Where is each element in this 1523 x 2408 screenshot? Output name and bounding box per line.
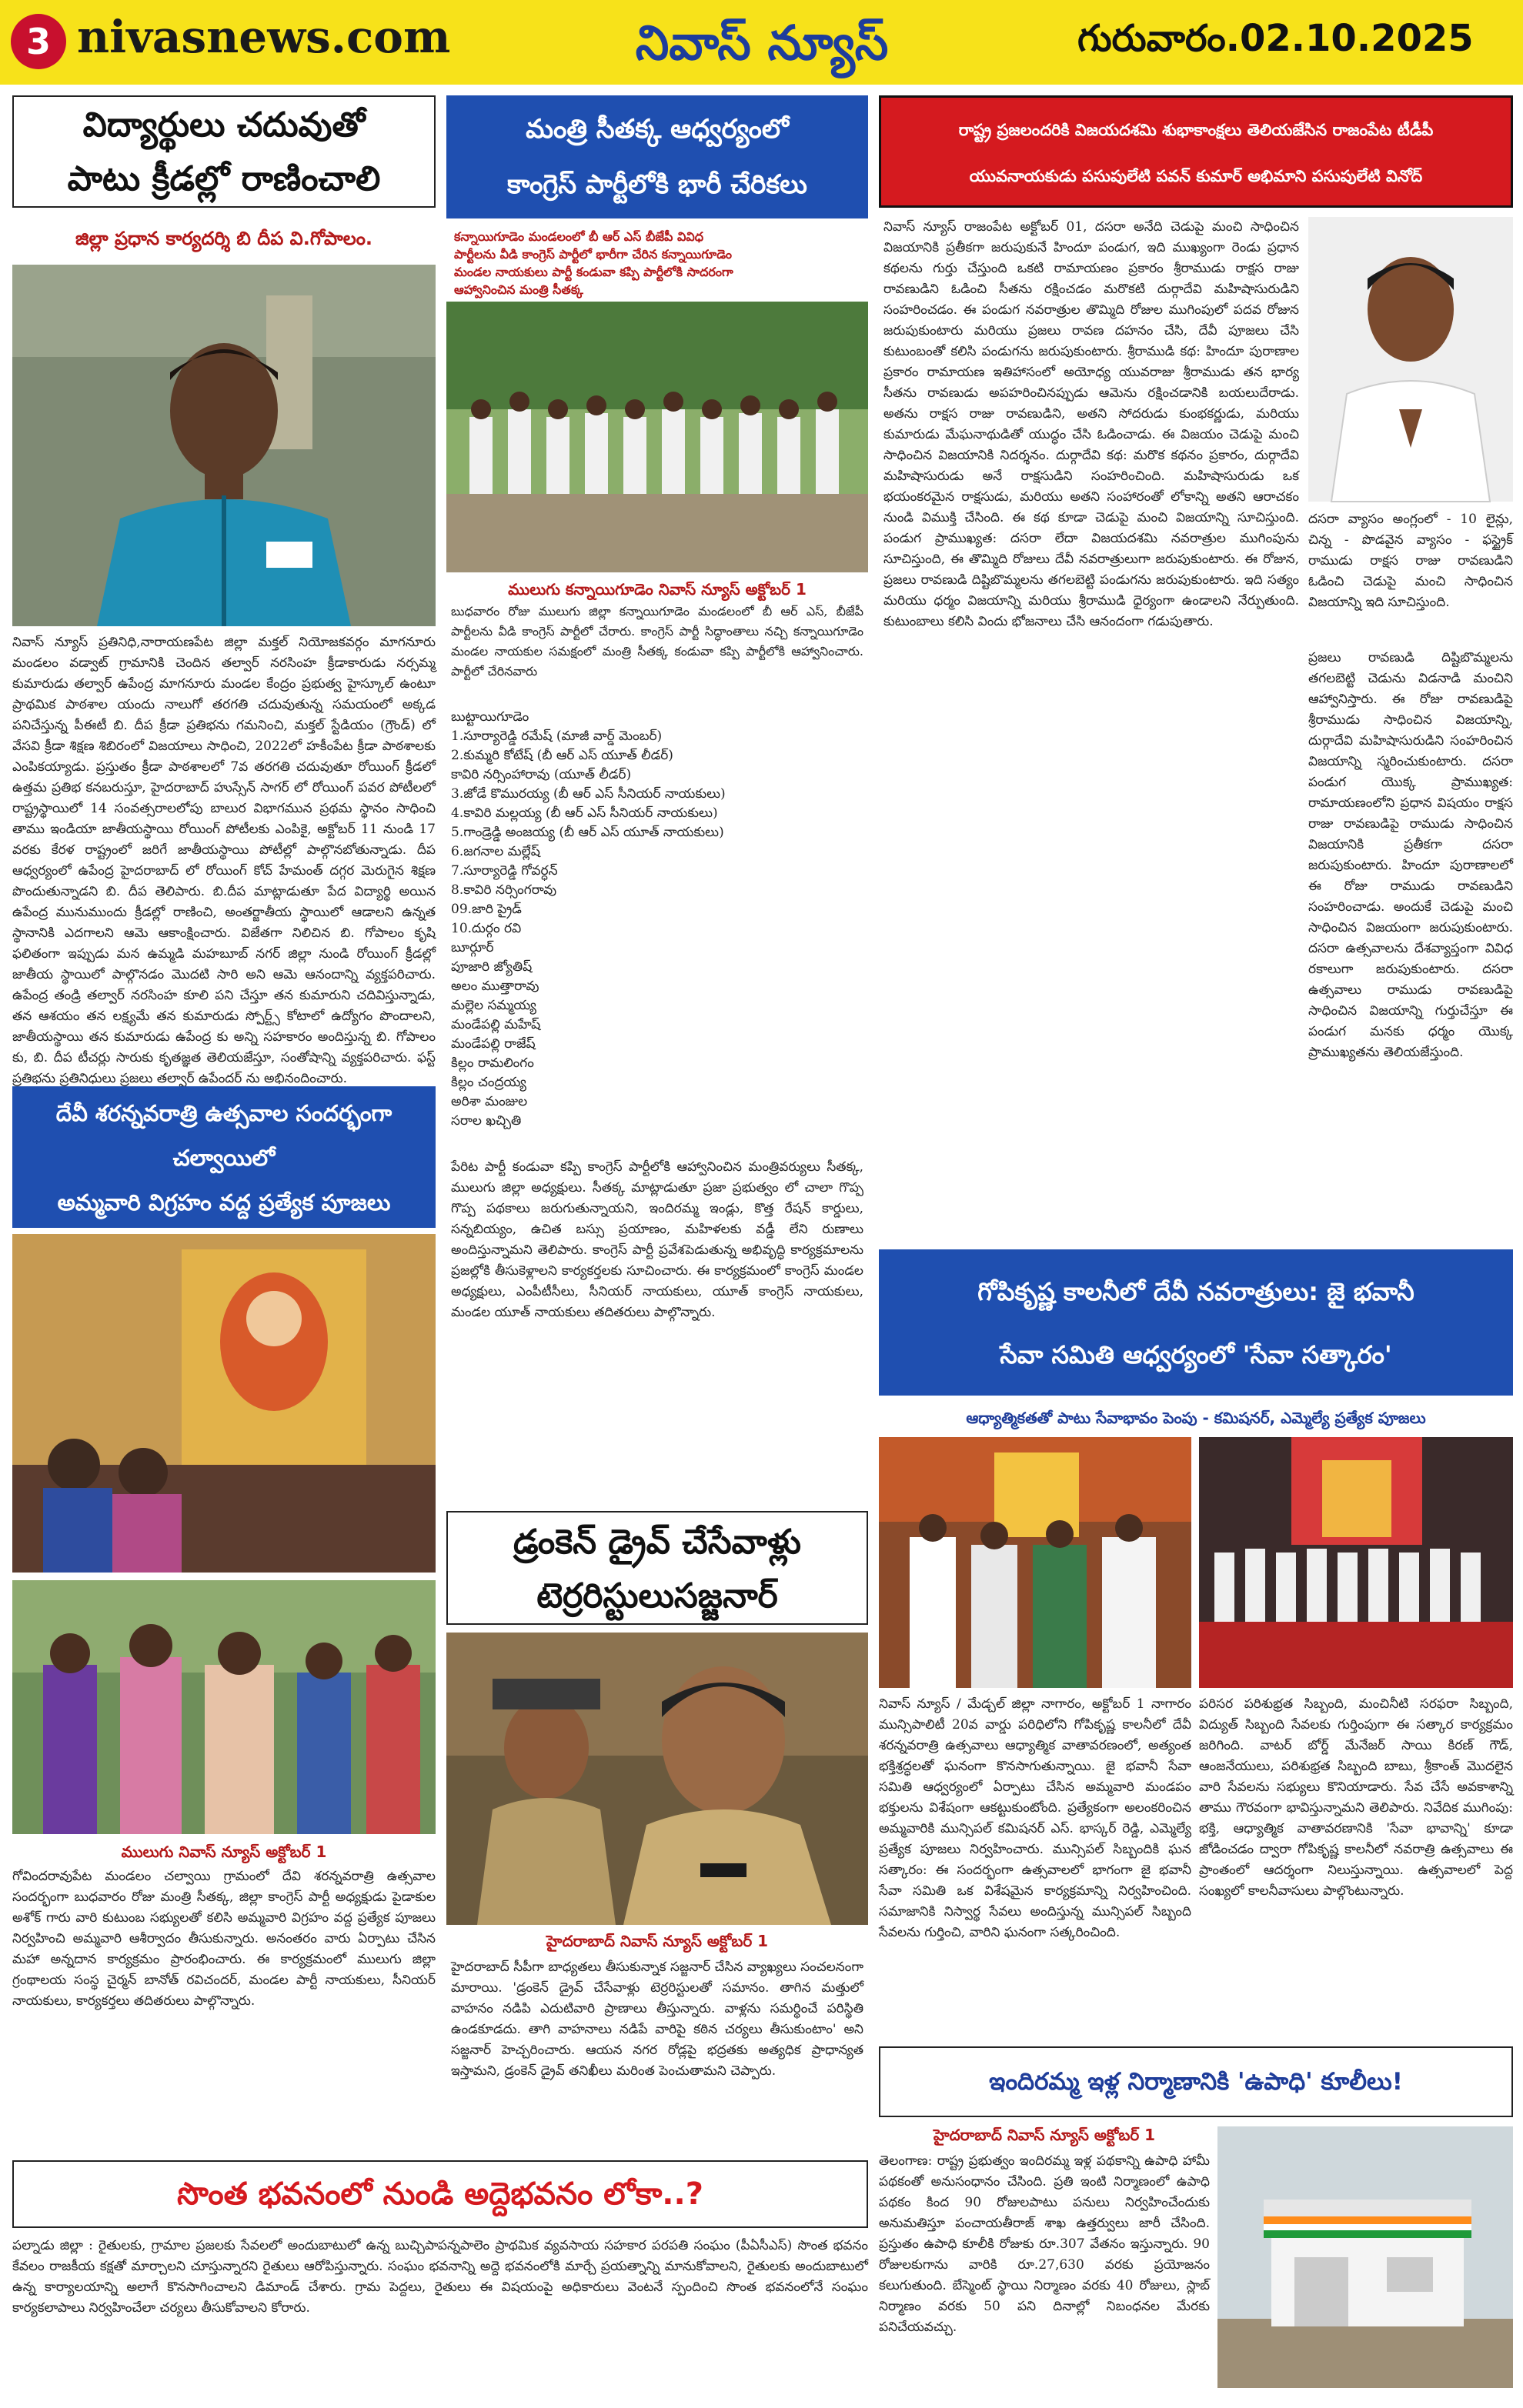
wishes-headline: [879, 95, 1513, 208]
joining-headline: [446, 95, 868, 218]
navaratri-subhead: ఆధ్యాత్మికతతో పాటు సేవాభావం పెంపు - కమిషనర్, ఎమ్మెల్యే ప్రత్యేక పూజలు: [966, 1409, 1426, 1427]
joining-headline-line2: కాంగ్రెస్ పార్టీలోకి భారీ చేరికలు: [507, 169, 807, 200]
navaratri-headline: [879, 1249, 1513, 1396]
bottom-headline: సొంత భవనంలో నుండి అద్దెభవనం లోకా..?: [12, 2160, 868, 2228]
drunk-dateline: హైదరాబాద్ నివాస్ న్యూస్ అక్టోబర్ 1: [546, 1932, 769, 1950]
temple-photo-icon: [12, 1234, 436, 1573]
sports-photo: [12, 265, 436, 626]
navaratri-photo-2: [1199, 1437, 1513, 1688]
issue-date: గురువారం.02.10.2025: [1077, 17, 1474, 60]
wishes-body-left: నివాస్ న్యూస్ రాజంపేట అక్టోబర్ 01, దసరా అనేది చెడుపై మంచి సాధించిన విజయానికి ప్రతీకగా జరుపుకునే హిందూ పండుగ, ఇది ముఖ్యంగా రెండు ప్రధాన కథలను గుర్తు చేస్తుంది ఒకటి రామాయణం ప్రకారం శ్రీరాముడు రాక్షస రాజు రావణుడిని ఓడించి సీతను రక్షించడం మరొకటి దుర్గాదేవి మహిషాసురుడిని సంహరించడం. ఈ పండుగ నవరాత్రుల తొమ్మిది రోజుల ముగింపులో పదవ రోజున జరుపుకుంటారు మరియు ప్రజలు రావణ దహనం చేసి, దేవీ పూజలు చేసి కుటుంబంతో కలిసి పండుగను జరుపుకుంటారు. శ్రీరాముడి కథ: హిందూ పురాణాల ప్రకారం రామాయణ ఇతిహాసంలో అయోధ్య యువరాజు శ్రీరాముడు తన భార్య సీతను రావణుడు అపహరించినప్పుడు ఆమెను రక్షించడానికి బయలుదేరాడు. అతను రాక్షస రాజు రావణుడిని, అతని సోదరుడు కుంభకర్ణుడు, మరియు కుమారుడు మేఘనాథుడితో యుద్ధం చేసి ఓడించాడు. ఈ విజయం చెడుపై మంచి సాధించిన విజయానికి నిదర్శనం. దుర్గాదేవి కథ: మరొక కథనం ప్రకారం, దుర్గాదేవి మహిషాసురుడు అనే రాక్షసుడిని సంహరించింది. మహిషాసురుడు ఒక భయంకరమైన రాక్షసుడు, మరియు అతని సంహారంతో లోకాన్ని అతని ఆరాచకం నుండి విముక్తి చేసింది. ఈ కథ కూడా చెడుపై మంచి విజయాన్ని సూచిస్తుంది. పండుగ ప్రాముఖ్యత: దసరా లేదా విజయదశమి నవరాత్రుల ముగింపును సూచిస్తుంది, ఈ తొమ్మిది రోజులు దేవీ నవరాత్రులుగా జరుపుకుంటారు. ఈ రోజున, ప్రజలు రావణుడి దిష్టిబొమ్మలను తగలబెట్టి పండుగను జరుపుకుంటారు. ఇది సత్యం మరియు ధర్మం విజయాన్ని మరియు శ్రీరాముడి ధైర్యంగా ఉండాలని నేర్పుతుంది. కుటుంబాలు కలిసి విందు భోజనాలు చేసి ఆనందంగా గడుపుతారు.: [883, 219, 1299, 629]
list-item: మండేపల్లి రాజేష్: [451, 1036, 536, 1052]
sports-byline: జిల్లా ప్రధాన కార్యదర్శి బి దీప వి.గోపాలం.: [75, 228, 373, 249]
list-item: 09.జారి ప్రైడ్: [451, 902, 522, 917]
navaratri-headline-line2: సేవా సమితి ఆధ్వర్యంలో 'సేవా సత్కారం': [1000, 1340, 1392, 1369]
joining-body-rest: పేరిట పార్టీ కండువా కప్పి కాంగ్రెస్ పార్టీలోకి ఆహ్వానించిన మంత్రివర్యులు సీతక్క, ములుగు జిల్లా అధ్యక్షులు. సీతక్క మాట్లాడుతూ ప్రజా ప్రభుత్వం లో చాలా గొప్ప గొప్ప పథకాలు జరుగుతున్నాయని, ఇందిరమ్మ ఇండ్లు, కొత్త రేషన్ కార్డులు, సన్నబియ్యం, ఉచిత బస్సు ప్రయాణం, మహిళలకు వడ్డీ లేని రుణాలు అందిస్తున్నామని తెలిపారు. కాంగ్రెస్ పార్టీ ప్రవేశపెడుతున్న అభివృద్ధి కార్యక్రమాలను ప్రజల్లోకి తీసుకెళ్లాలని కార్యకర్తలకు సూచించారు. ఈ కార్యక్రమంలో కాంగ్రెస్ మండల అధ్యక్షులు, ఎంపీటీసీలు, సీనియర్ నాయకులు, యూత్ కాంగ్రెస్ నాయకులు, మండల యూత్ నాయకులు తదితరులు పాల్గొన్నారు.: [451, 1159, 863, 1320]
wishes-body-right: ప్రజలు రావణుడి దిష్టిబొమ్మలను తగలబెట్టి చెడును విడనాడి మంచిని ఆహ్వానిస్తారు. ఈ రోజు రావణుడిపై శ్రీరాముడు సాధించిన విజయాన్ని, దుర్గాదేవి మహిషాసురుడిని సంహరించిన విజయాన్ని స్మరించుకుంటారు. దసరా పండుగ యొక్క ప్రాముఖ్యత: రామాయణంలోని ప్రధాన విషయం రాక్షస రాజు రావణుడిపై రాముడు సాధించిన విజయానికి ప్రతీకగా దసరా జరుపుకుంటారు. హిందూ పురాణాలలో ఈ రోజు రాముడు రావణుడిని సంహరించాడు. అందుకే చెడుపై మంచి సాధించిన విజయంగా జరుపుకుంటారు. దసరా ఉత్సవాలను దేశవ్యాప్తంగా వివిధ రకాలుగా జరుపుకుంటారు. దసరా ఉత్సవాలు రాముడు రావణుడిపై సాధించిన విజయాన్ని గుర్తుచేస్తూ ఈ పండుగ మనకు ధర్మం యొక్క ప్రాముఖ్యతను తెలియజేస్తుంది.: [1308, 650, 1513, 1060]
police-press-photo-icon: [446, 1633, 868, 1925]
drunk-headline: [446, 1511, 868, 1625]
sports-headline: [12, 95, 436, 208]
sports-headline-line1: విద్యార్థులు చదువుతో: [82, 105, 366, 145]
goddess-dateline: ములుగు నివాస్ న్యూస్ అక్టోబర్ 1: [121, 1843, 327, 1861]
athlete-photo-icon: [12, 265, 436, 626]
sports-headline-line2: పాటు క్రీడల్లో రాణించాలి: [67, 159, 381, 198]
goddess-photo-2: [12, 1580, 436, 1834]
devotees-photo-icon: [12, 1580, 436, 1834]
site-name[interactable]: nivasnews.com: [77, 11, 451, 63]
group-photo-icon: [446, 302, 868, 572]
navaratri-photo-1: [879, 1437, 1191, 1688]
list-item: 6.జగనాల మల్లేష్: [451, 844, 540, 859]
indiramma-headline: ఇందిరమ్మ ఇళ్ల నిర్మాణానికి 'ఉపాధి' కూలీలు!: [879, 2046, 1513, 2117]
indiramma-body: తెలంగాణ: రాష్ట్ర ప్రభుత్వం ఇందిరమ్మ ఇళ్ల పథకాన్ని ఉపాధి హామీ పథకంతో అనుసంధానం చేసింది. ప్రతి ఇంటి నిర్మాణంలో ఉపాధి పథకం కింద 90 రోజులపాటు పనులు నిర్వహించేందుకు అనుమతిస్తూ పంచాయతీరాజ్ శాఖ ఉత్తర్వులు జారీ చేసింది. ప్రస్తుతం ఉపాధి కూలీకి రోజుకు రూ.307 వేతనం ఇస్తున్నారు. 90 రోజులకుగాను వారికి రూ.27,630 వరకు ప్రయోజనం కలుగుతుంది. బేస్మెంట్ స్థాయి నిర్మాణం వరకు 40 రోజులు, స్లాబ్ నిర్మాణం వరకు 50 పని దినాల్లో నిబంధనల మేరకు పనిచేయవచ్చు.: [879, 2153, 1210, 2335]
pandal-photo-icon: [1199, 1437, 1513, 1688]
wishes-headline-line2: యువనాయకుడు పసుపులేటి పవన్ కుమార్ అభిమాని పసుపులేటి వినోద్: [969, 167, 1423, 185]
list-item: కావిరి నర్సింహారావు (యూత్ లీడర్): [451, 767, 632, 782]
list-item: మల్లెల సమ్మయ్య: [451, 998, 536, 1013]
portrait-photo-icon: [1308, 217, 1513, 502]
list-item: పూజారి జ్యోతిష్: [451, 959, 533, 975]
indiramma-photo: [1217, 2126, 1513, 2388]
joining-headline-line1: మంత్రి సీతక్క ఆధ్వర్యంలో: [526, 114, 789, 145]
list-item: సరాల ఖచ్చితి: [451, 1113, 522, 1129]
wishes-caption: దసరా వ్యాసం అంగ్లంలో - 10 లైన్లు, చిన్న - పొడవైన వ్యాసం - ఫస్ట్రైక్ రాముడు రాక్షస రాజు రావణుడిని ఓడించి చెడుపై మంచి సాధించిన విజయాన్ని ఇది సూచిస్తుంది.: [1308, 512, 1513, 610]
indiramma-dateline: హైదరాబాద్ నివాస్ న్యూస్ అక్టోబర్ 1: [933, 2126, 1156, 2144]
puja-photo-icon: [879, 1437, 1191, 1688]
joining-body-intro: బుధవారం రోజు ములుగు జిల్లా కన్నాయిగూడెం మండలంలో బీ ఆర్ ఎస్, బీజేపీ పార్టీలను వీడి కాంగ్రెస్ పార్టీలో చేరారు. కాంగ్రెస్ పార్టీ సిద్ధాంతాలు నచ్చి కన్నాయిగూడెం మండల నాయకుల సమక్షంలో మంత్రి సీతక్క కండువా కప్పి పార్టీలోకి ఆహ్వానించారు. పార్టీలో చేరినవారు: [451, 604, 863, 679]
goddess-body: గోవిందరావుపేట మండలం చల్వాయి గ్రామంలో దేవి శరన్నవరాత్రి ఉత్సవాల సందర్భంగా బుధవారం రోజు మంత్రి సీతక్క, జిల్లా కాంగ్రెస్ పార్టీ అధ్యక్షుడు పైడాకుల అశోక్ గారు వారి కుటుంబ సభ్యులతో కలిసి అమ్మవారి విగ్రహం వద్ద ప్రత్యేక పూజలు నిర్వహించి అమ్మవారి ఆశీర్వాదం తీసుకున్నారు. అనంతరం వారు ఏర్పాటు చేసిన మహా అన్నదాన కార్యక్రమం ప్రారంభించారు. ఈ కార్యక్రమంలో ములుగు జిల్లా గ్రంథాలయ సంస్థ చైర్మన్ బానోత్ రవిచందర్, మండల పార్టీ నాయకులు, సీనియర్ నాయకులు, కార్యకర్తలు తదితరులు పాల్గొన్నారు.: [12, 1869, 436, 2009]
list-item: బూర్గూర్: [451, 940, 494, 956]
wishes-portrait: [1308, 217, 1513, 502]
list-item: 3.జోడే కొమురయ్య (బీ ఆర్ ఎస్ సీనియర్ నాయకులు): [451, 786, 726, 802]
list-item: కిల్లం రామలింగం: [451, 1056, 534, 1071]
joining-list-title: బుట్టాయిగూడెం: [451, 709, 529, 725]
drunk-photo: [446, 1633, 868, 1925]
list-item: అలం ముత్తారావు: [451, 979, 539, 994]
list-item: 8.కావిరి నర్సింగరావు: [451, 882, 557, 898]
list-item: మండేపల్లి మహేష్: [451, 1017, 541, 1032]
list-item: 7.సూర్యారెడ్డి గోవర్ధన్: [451, 863, 558, 879]
joining-subhead: కన్నాయిగూడెం మండలంలో బీ ఆర్ ఎస్ బీజేపీ వివిధ పార్టీలను వీడి కాంగ్రెస్ పార్టీలో భారీగా చేరిన కన్నాయిగూడెం మండల నాయకులు పార్టీ కండువా కప్పి పార్టీలోకి సాదరంగా ఆహ్వానించిన మంత్రి సీతక్క: [454, 229, 733, 297]
navaratri-body-right: పరిసర పరిశుభ్రత సిబ్బంది, మంచినీటి సరఫరా సిబ్బంది, విద్యుత్ సిబ్బంది సేవలకు గుర్తింపుగా ఈ సత్కార కార్యక్రమం జరిగింది. వాటర్ బోర్డ్ మేనేజర్ సాయి కిరణ్ గౌడ్, ఆంజనేయులు, పరిశుభ్రత సిబ్బంది బాబు, శ్రీకాంత్ మొదలైన వారి సేవలను సభ్యులు కొనియాడారు. సేవ చేసే అవకాశాన్ని తాము గౌరవంగా భావిస్తున్నామని తెలిపారు. నివేదిక ముగింపు: భక్తి, ఆధ్యాత్మిక వాతావరణానికి 'సేవా భావాన్ని' కూడా జోడించడం ద్వారా గోపికృష్ణ కాలనీలో నవరాత్రి ఉత్సవాలు ఈ ప్రాంతంలో ఆదర్శంగా నిలుస్తున్నాయి. ఉత్సవాలలో పెద్ద సంఖ్యలో కాలనీవాసులు పాల్గొంటున్నారు.: [1199, 1696, 1513, 1899]
goddess-photo-1: [12, 1234, 436, 1573]
joining-member-list: [451, 708, 863, 1154]
sports-body: నివాస్ న్యూస్ ప్రతినిధి,నారాయణపేట జిల్లా మక్తల్ నియోజకవర్గం మాగనూరు మండలం వడ్వాట్ గ్రామానికి చెందిన తల్వార్ నరసింహ క్రీడాకారుడు నర్సమ్మ కుమారుడు తల్వార్ ఉపేంద్ర మాగనూరు మండల కేంద్రం ప్రభుత్వ హైస్కూల్ ఉంటూ ప్రాథమిక పాఠశాల యందు నాలుగో తరగతి చదువుతున్న సమయంలో అక్కడ పనిచేస్తున్న పీఈటీ బి. దీప క్రీడా ప్రతిభను గమనించి, మక్తల్ స్టేడియం (గ్రౌండ్) లో వేసవి క్రీడా శిక్షణ శిబిరంలో విజయాలు సాధించి, 2022లో హకీంపేట క్రీడా పాఠశాలకు ఎంపికయ్యాడు. ప్రస్తుతం క్రీడా పాఠశాలలో 7వ తరగతి చదువుతూ రోయింగ్ క్రీడలో ఉత్తమ ప్రతిభ కనబరుస్తూ, హైదరాబాద్ హుస్సేన్ సాగర్ లో రోయింగ్ పవర పోటీలలో రాష్ట్రస్థాయిలో 14 సంవత్సరాలలోపు బాలుర విభాగమున ప్రథమ స్థానం సాధించి తాము ఇండియా జాతీయస్థాయి రోయింగ్ పోటీలకు ఎంపికై, అక్టోబర్ 11 నుండి 17 వరకు కేరళ రాష్ట్రంలో జరిగే జాతీయస్థాయి పోటీల్లో పాల్గొనబోతున్నాడు. దీప ఆధ్వర్యంలో ఉపేంద్ర హైదరాబాద్ లో రోయింగ్ కోచ్ హేమంత్ దగ్గర మెరుగైన శిక్షణ పొందుతున్నాడని బి. దీప తెలిపారు. బి.దీప మాట్లాడుతూ పేద విద్యార్థి అయిన ఉపేంద్ర మునుముందు క్రీడల్లో రాణించి, అంతర్జాతీయ స్థాయిలో ఆడాలని ఉన్నత స్థానానికి ఎదగాలని ఆమె ఆకాంక్షించారు. విజేతగా నిలిచిన బి. గోపాలం కృషి ఫలితంగా ఇప్పుడు మన ఉమ్మడి మహబూబ్ నగర్ జిల్లా నుండి రోయింగ్ క్రీడల్లో జాతీయ స్థాయిలో పాల్గొనడం మొదటి సారి అని ఆమె ఆనందాన్ని వ్యక్తపరిచారు. ఉపేంద్ర తండ్రి తల్వార్ నరసింహ కూలి పని చేస్తూ తన కుమారుని చదివిస్తున్నాడు, తన ఆశయం తన లక్ష్యమే తన కుమారుడు స్పోర్ట్స్ కోటాలో ఉద్యోగం పొందాలని, జాతీయస్థాయి తన కుమారుడు ఉపేంద్ర కు అన్ని సహకారం అందిస్తున్న బి. గోపాలం కు, బి. దీప టీచర్లు సారుకు కృతజ్ఞత తెలియజేస్తూ, సంతోషాన్ని వ్యక్తపరిచారు. ఫస్ట్ ప్రతిభను ప్రతినిధులు ప్రజలు తల్వార్ ఉపేందర్ ను అభినందించారు.: [12, 635, 436, 1086]
list-item: అరిశా మంజుల: [451, 1094, 528, 1109]
brand-logo: నివాస్ న్యూస్: [635, 15, 889, 71]
drunk-headline-line1: డ్రంకెన్ డ్రైవ్ చేసేవాళ్లు: [513, 1523, 801, 1562]
joining-dateline: ములుగు కన్నాయిగూడెం నివాస్ న్యూస్ అక్టోబర్ 1: [508, 580, 807, 599]
list-item: 4.కావిరి మల్లయ్య (బీ ఆర్ ఎస్ సీనియర్ నాయకులు): [451, 805, 718, 821]
list-item: 2.కుమ్మరి కోటేష్ (బీ ఆర్ ఎస్ యూత్ లీడర్): [451, 748, 673, 763]
list-item: కిల్లం చంద్రయ్య: [451, 1075, 526, 1090]
list-item: 1.సూర్యారెడ్డి రమేష్ (మాజీ వార్డ్ మెంబర్): [451, 729, 663, 744]
wishes-headline-line1: రాష్ట్ర ప్రజలందరికి విజయదశమి శుభాకాంక్షలు తెలియజేసిన రాజంపేట టీడీపీ: [958, 121, 1434, 139]
list-item: 5.గాండ్రెడ్డి అంజయ్య (బీ ఆర్ ఎస్ యూత్ నాయకులు): [451, 825, 724, 840]
house-photo-icon: [1217, 2126, 1513, 2388]
list-item: 10.దుర్గం రవి: [451, 921, 522, 936]
navaratri-headline-line1: గోపికృష్ణ కాలనీలో దేవీ నవరాత్రులు: జై భవానీ: [977, 1277, 1414, 1306]
joining-photo: [446, 302, 868, 572]
goddess-headline: [12, 1086, 436, 1228]
drunk-body: హైదరాబాద్ సీపీగా బాధ్యతలు తీసుకున్నాక సజ్జనార్ చేసిన వ్యాఖ్యలు సంచలనంగా మారాయి. 'డ్రంకెన్ డ్రైవ్ చేసేవాళ్లు టెర్రరిస్టులతో సమానం. తాగిన మత్తులో వాహనం నడిపి ఎదుటివారి ప్రాణాలు తీస్తున్నారు. వాళ్లను సమర్థించే పరిస్థితి ఉండకూడదు. తాగి వాహనాలు నడిపే వారిపై కఠిన చర్యలు తీసుకుంటాం' అని సజ్జనార్ హెచ్చరించారు. ఆయన నగర రోడ్లపై భద్రతకు అత్యధిక ప్రాధాన్యత ఇస్తామని, డ్రంకెన్ డ్రైవ్ తనిఖీలు మరింత పెంచుతామని చెప్పారు.: [451, 1959, 863, 2079]
drunk-headline-line2: టెర్రరిస్టులుసజ్జనార్: [536, 1576, 778, 1616]
goddess-headline-line1: దేవీ శరన్నవరాత్రి ఉత్సవాల సందర్భంగా చల్వాయిలో: [55, 1100, 392, 1171]
page-number: 3: [11, 14, 66, 69]
goddess-headline-line2: అమ్మవారి విగ్రహం వద్ద ప్రత్యేక పూజలు: [57, 1189, 391, 1216]
bottom-body: పల్నాడు జిల్లా : రైతులకు, గ్రామాల ప్రజలకు సేవలలో అందుబాటులో ఉన్న బుచ్చిపాపన్నపాలెం ప్రాథమిక వ్యవసాయ సహకార పరపతి సంఘం (పీఏసీఎస్) సొంత భవనం కేవలం రాజకీయ కక్షతో మార్చాలని చూస్తున్నారని రైతులు ఆరోపిస్తున్నారు. సంఘం భవనాన్ని అద్దె భవనంలోకి మార్చే ప్రయత్నాన్ని మానుకోవాలని, రైతులకు అందుబాటులో ఉన్న కార్యాలయాన్ని అలాగే కొనసాగించాలని డిమాండ్ చేశారు. గ్రామ పెద్దలు, రైతులు ఈ విషయంపై అధికారులు వెంటనే స్పందించి సొంత భవనంలోనే సంఘం కార్యకలాపాలు నిర్వహించేలా చర్యలు తీసుకోవాలని కోరారు.: [12, 2238, 868, 2316]
navaratri-body-left: నివాస్ న్యూస్ / మేడ్చల్ జిల్లా నాగారం, అక్టోబర్ 1 నాగారం మున్సిపాలిటీ 20వ వార్డు పరిధిలోని గోపికృష్ణ కాలనీలో దేవీ శరన్నవరాత్రి ఉత్సవాలు ఆధ్యాత్మిక వాతావరణంలో, అత్యంత భక్తిశ్రద్ధలతో ఘనంగా కొనసాగుతున్నాయి. జై భవానీ సేవా సమితి ఆధ్వర్యంలో ఏర్పాటు చేసిన అమ్మవారి మండపం భక్తులను విశేషంగా ఆకట్టుకుంటోంది. ప్రత్యేకంగా అలంకరించిన అమ్మవారికి మున్సిపల్ కమిషనర్ ఎస్. భాస్కర్ రెడ్డి, ఎమ్మెల్యే ప్రత్యేక పూజలు నిర్వహించారు. మున్సిపల్ సిబ్బందికి ఘన సత్కారం: ఈ సందర్భంగా ఉత్సవాలలో భాగంగా జై భవానీ సేవా సమితి ఒక విశేషమైన కార్యక్రమాన్ని నిర్వహించింది. సమాజానికి నిస్వార్థ సేవలు అందిస్తున్న మున్సిపల్ సిబ్బంది సేవలను గుర్తించి, వారిని ఘనంగా సత్కరించింది.: [879, 1696, 1191, 1940]
